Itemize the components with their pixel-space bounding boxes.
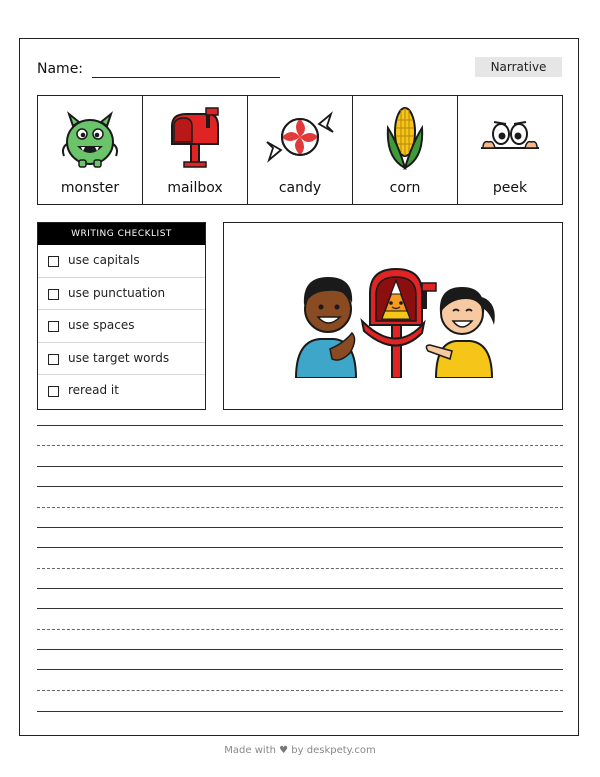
writing-line-base xyxy=(37,711,563,712)
writing-checklist xyxy=(37,222,206,410)
checklist-item-label: use target words xyxy=(68,350,170,365)
checklist-item[interactable] xyxy=(38,310,205,343)
writing-line-base xyxy=(37,649,563,650)
checkbox[interactable] xyxy=(48,289,59,300)
word-label: corn xyxy=(389,180,421,196)
genre-badge: Narrative xyxy=(475,57,562,77)
checkbox[interactable] xyxy=(48,256,59,267)
word-label: peek xyxy=(492,180,528,196)
writing-line-mid xyxy=(37,629,563,630)
kids-mailbox-scene-icon xyxy=(290,263,500,378)
corn-icon xyxy=(370,104,440,170)
checklist-item[interactable] xyxy=(38,343,205,376)
writing-line-base xyxy=(37,588,563,589)
checklist-item-label: use spaces xyxy=(68,318,135,333)
writing-line-mid xyxy=(37,690,563,691)
writing-line-base xyxy=(37,527,563,528)
word-card-monster xyxy=(38,96,143,204)
checklist-title: WRITING CHECKLIST xyxy=(38,223,205,245)
mailbox-icon xyxy=(160,104,230,170)
checklist-item-label: use capitals xyxy=(68,253,140,267)
writing-line-top xyxy=(37,608,563,609)
word-card-candy xyxy=(248,96,353,204)
checkbox[interactable] xyxy=(48,354,59,365)
word-label: candy xyxy=(278,180,322,196)
writing-line-mid xyxy=(37,568,563,569)
writing-line-mid xyxy=(37,445,563,446)
peek-eyes-icon xyxy=(475,104,545,170)
name-label: Name: xyxy=(37,61,84,77)
checklist-item-label: reread it xyxy=(68,383,119,398)
checklist-item[interactable] xyxy=(38,245,205,278)
word-card-corn xyxy=(353,96,458,204)
word-label: mailbox xyxy=(167,180,223,196)
writing-line-top xyxy=(37,486,563,487)
word-card-peek xyxy=(458,96,562,204)
footer-credit xyxy=(0,745,600,756)
heart-icon: ♥ xyxy=(279,745,289,756)
checklist-item[interactable] xyxy=(38,375,205,408)
writing-line-top xyxy=(37,425,563,426)
writing-line-base xyxy=(37,466,563,467)
checklist-item[interactable] xyxy=(38,278,205,311)
writing-line-mid xyxy=(37,507,563,508)
worksheet-page xyxy=(19,38,579,736)
footer-link[interactable]: by deskpety.com xyxy=(291,745,376,756)
monster-icon xyxy=(55,104,125,170)
writing-line-top xyxy=(37,547,563,548)
name-field[interactable] xyxy=(92,77,280,78)
footer-made-with: Made with xyxy=(224,745,276,756)
checklist-item-label: use punctuation xyxy=(68,285,166,300)
checkbox[interactable] xyxy=(48,321,59,332)
candy-icon xyxy=(265,104,335,170)
writing-lines[interactable] xyxy=(37,425,563,720)
checkbox[interactable] xyxy=(48,386,59,397)
writing-line-top xyxy=(37,669,563,670)
story-picture xyxy=(223,222,563,410)
target-words-grid xyxy=(37,95,563,205)
word-card-mailbox xyxy=(143,96,248,204)
word-label: monster xyxy=(60,180,120,196)
